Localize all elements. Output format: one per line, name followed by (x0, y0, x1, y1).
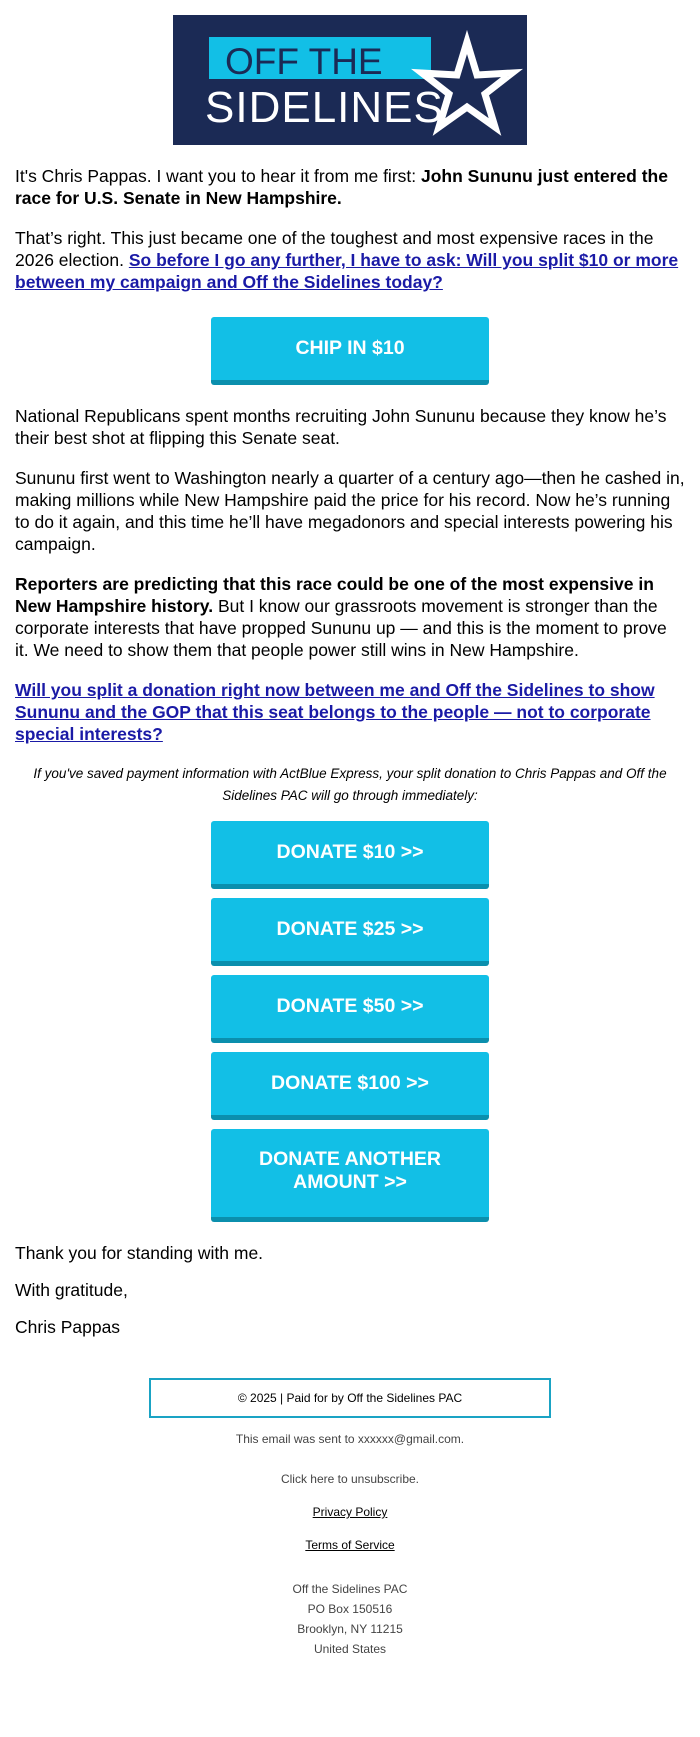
terms-line (0, 1536, 700, 1554)
sent-to-suffix: . (460, 1432, 465, 1446)
paid-for-box (149, 1378, 551, 1418)
split-donation-cta-paragraph (15, 679, 685, 745)
recipient-email: xxxxxx@gmail.com (357, 1432, 461, 1446)
signature-text: Chris Pappas (15, 1317, 121, 1337)
address-country: United States (313, 1642, 387, 1656)
actblue-express-note: If you've saved payment information with ActBlue Express, your split donation to Chris Pappas and Off the Sidelines PAC will go through immediately: (33, 766, 667, 803)
expensive-race-text: But I know our grassroots movement is stronger than the corporate interests that have propped Sununu up — and this is the moment to prove it. We need to show them that people power still wins in New Hampshire. (15, 596, 667, 660)
donate-100-button[interactable]: DONATE $100 >> (211, 1052, 489, 1120)
unsubscribe-link[interactable]: Click here to unsubscribe. (280, 1472, 420, 1486)
logo-line2: SIDELINES (205, 83, 444, 132)
chip-in-button[interactable]: CHIP IN $10 (211, 317, 489, 385)
donate-10-button[interactable]: DONATE $10 >> (211, 821, 489, 889)
email-container (0, 15, 700, 1659)
donate-another-amount-button[interactable] (211, 1129, 489, 1222)
split-donation-link[interactable]: So before I go any further, I have to ask: Will you split $10 or more between my campaign and Off the Sidelines today? (15, 250, 679, 292)
donate-25-button[interactable]: DONATE $25 >> (211, 898, 489, 966)
address-line2: Brooklyn, NY 11215 (297, 1622, 403, 1636)
org-name: Off the Sidelines PAC (292, 1582, 408, 1596)
off-the-sidelines-logo (173, 15, 527, 145)
privacy-policy-link[interactable]: Privacy Policy (312, 1505, 388, 1519)
donate-another-line2: AMOUNT >> (293, 1171, 407, 1193)
terms-of-service-link[interactable]: Terms of Service (305, 1538, 395, 1552)
thanks-text: Thank you for standing with me. (15, 1243, 264, 1263)
intro-paragraph (15, 165, 685, 209)
address-line1: PO Box 150516 (307, 1602, 393, 1616)
sent-to-prefix: This email was sent to (235, 1432, 358, 1446)
donate-50-button[interactable]: DONATE $50 >> (211, 975, 489, 1043)
logo-graphic (173, 15, 527, 145)
privacy-line (0, 1503, 700, 1521)
intro-text: It's Chris Pappas. I want you to hear it from me first: (15, 166, 421, 186)
expensive-race-paragraph (15, 573, 685, 661)
recruiting-paragraph: National Republicans spent months recruiting John Sununu because they know he’s their best shot at flipping this Senate seat. (15, 406, 667, 448)
email-body (0, 165, 700, 1338)
ask-text: That’s right. This just became one of the toughest and most expensive races in the 2026 election. (15, 228, 654, 270)
ask-paragraph (15, 227, 685, 293)
closing-text: With gratitude, (15, 1280, 128, 1300)
logo-line1: OFF THE (225, 41, 383, 82)
expensive-race-bold-text: Reporters are predicting that this race could be one of the most expensive in New Hampshire history. (15, 574, 654, 616)
sent-to-line (0, 1430, 700, 1448)
intro-bold-text: John Sununu just entered the race for U.S. Senate in New Hampshire. (15, 166, 668, 208)
split-donation-cta-link[interactable]: Will you split a donation right now between me and Off the Sidelines to show Sununu and the GOP that this seat belongs to the people — not to corporate special interests? (15, 680, 655, 744)
paid-for-text: © 2025 | Paid for by Off the Sidelines PAC (237, 1391, 463, 1405)
unsubscribe-line (0, 1470, 700, 1488)
donate-another-line1: DONATE ANOTHER (259, 1148, 441, 1170)
record-paragraph: Sununu first went to Washington nearly a quarter of a century ago—then he cashed in, making millions while New Hampshire paid the price for his record. Now he’s running to do it again, and this time he’ll have megadonors and special interests powering his campaign. (15, 468, 685, 554)
